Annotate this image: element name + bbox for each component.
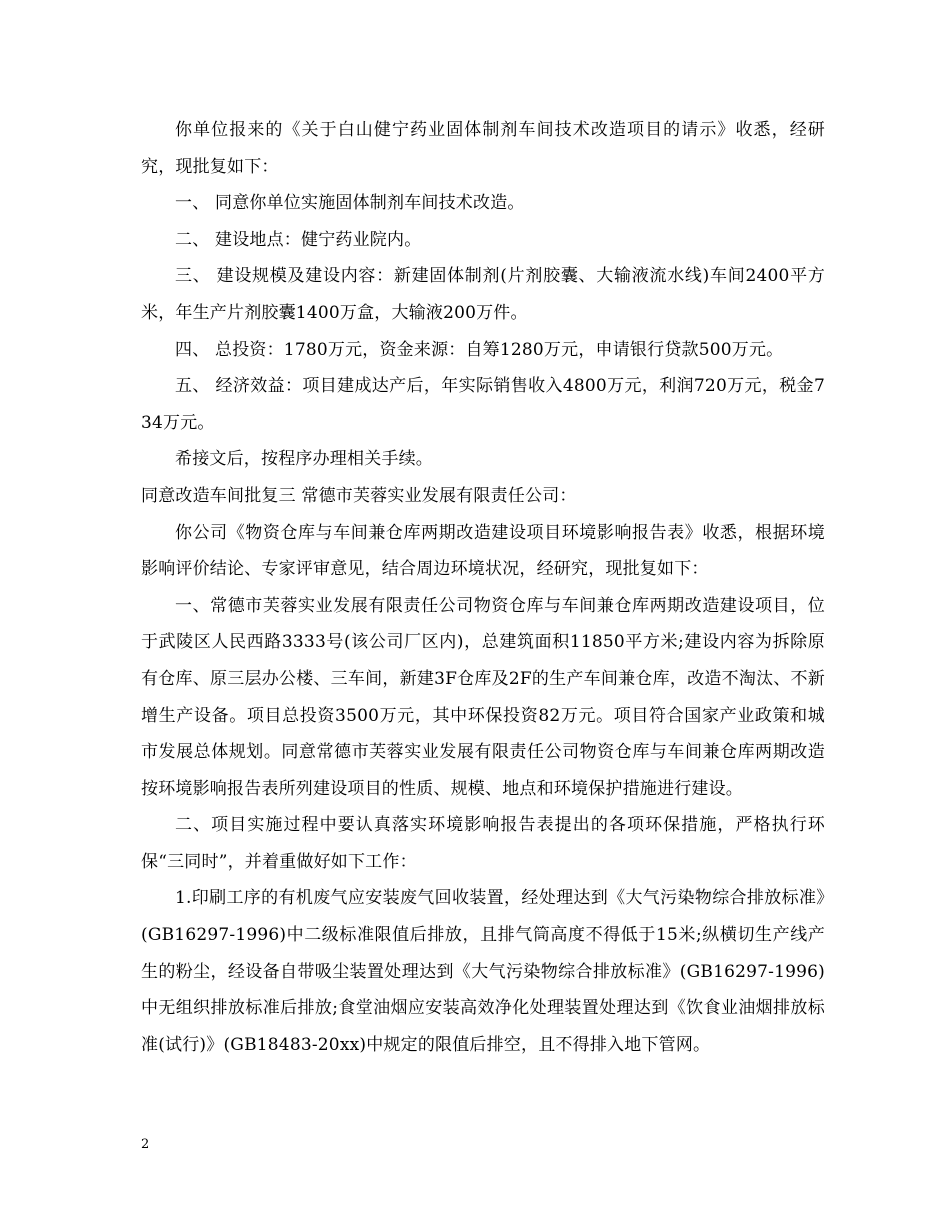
paragraph-intro: 你单位报来的《关于白山健宁药业固体制剂车间技术改造项目的请示》收悉，经研究，现批复如下： xyxy=(141,120,825,177)
paragraph-reply-intro: 你公司《物资仓库与车间兼仓库两期改造建设项目环境影响报告表》收悉，根据环境影响评价结论、专家评审意见，结合周边环境状况，经研究，现批复如下： xyxy=(141,522,825,580)
paragraph-item-2: 二、 建设地点：健宁药业院内。 xyxy=(175,229,422,250)
paragraph-reply-item-1: 一、常德市芙蓉实业发展有限责任公司物资仓库与车间兼仓库两期改造建设项目，位于武陵区人民西路3333号(该公司厂区内)，总建筑面积11850平方米;建设内容为拆除原有仓库、原三层办公楼、三车间，新建3F仓库及2F的生产车间兼仓库，改造不淘汰、不新增生产设备。项目总投资3500万元，其中环保投资82万元。项目符合国家产业政策和城市发展总体规划。同意常德市芙蓉实业发展有限责任公司物资仓库与车间兼仓库两期改造按环境影响报告表所列建设项目的性质、规模、地点和环境保护措施进行建设。 xyxy=(141,595,825,799)
paragraph-reply-item-2: 二、项目实施过程中要认真落实环境影响报告表提出的各项环保措施，严格执行环保“三同时”，并着重做好如下工作： xyxy=(141,815,825,872)
paragraph-item-4: 四、 总投资：1780万元，资金来源：自筹1280万元，申请银行贷款500万元。 xyxy=(175,339,784,360)
document-body xyxy=(141,112,825,1063)
paragraph-reply-subitem-1: 1.印刷工序的有机废气应安装废气回收装置，经处理达到《大气污染物综合排放标准》(GB16297-1996)中二级标准限值后排放，且排气筒高度不得低于15米;纵横切生产线产生的粉尘，经设备自带吸尘装置处理达到《大气污染物综合排放标准》(GB16297-1996)中无组织排放标准后排放;食堂油烟应安装高效净化处理装置处理达到《饮食业油烟排放标准(试行)》(GB18483-20xx)中规定的限值后排空，且不得排入地下管网。 xyxy=(141,888,825,1055)
paragraph-item-5: 五、 经济效益：项目建成达产后，年实际销售收入4800万元，利润720万元，税金734万元。 xyxy=(141,376,825,433)
paragraph-closing: 希接文后，按程序办理相关手续。 xyxy=(175,449,433,470)
section-heading: 同意改造车间批复三 常德市芙蓉实业发展有限责任公司： xyxy=(141,485,577,506)
paragraph-item-3: 三、 建设规模及建设内容：新建固体制剂(片剂胶囊、大输液流水线)车间2400平方米，年生产片剂胶囊1400万盒，大输液200万件。 xyxy=(141,266,825,323)
paragraph-item-1: 一、 同意你单位实施固体制剂车间技术改造。 xyxy=(175,193,525,214)
page-number: 2 xyxy=(141,1137,150,1152)
